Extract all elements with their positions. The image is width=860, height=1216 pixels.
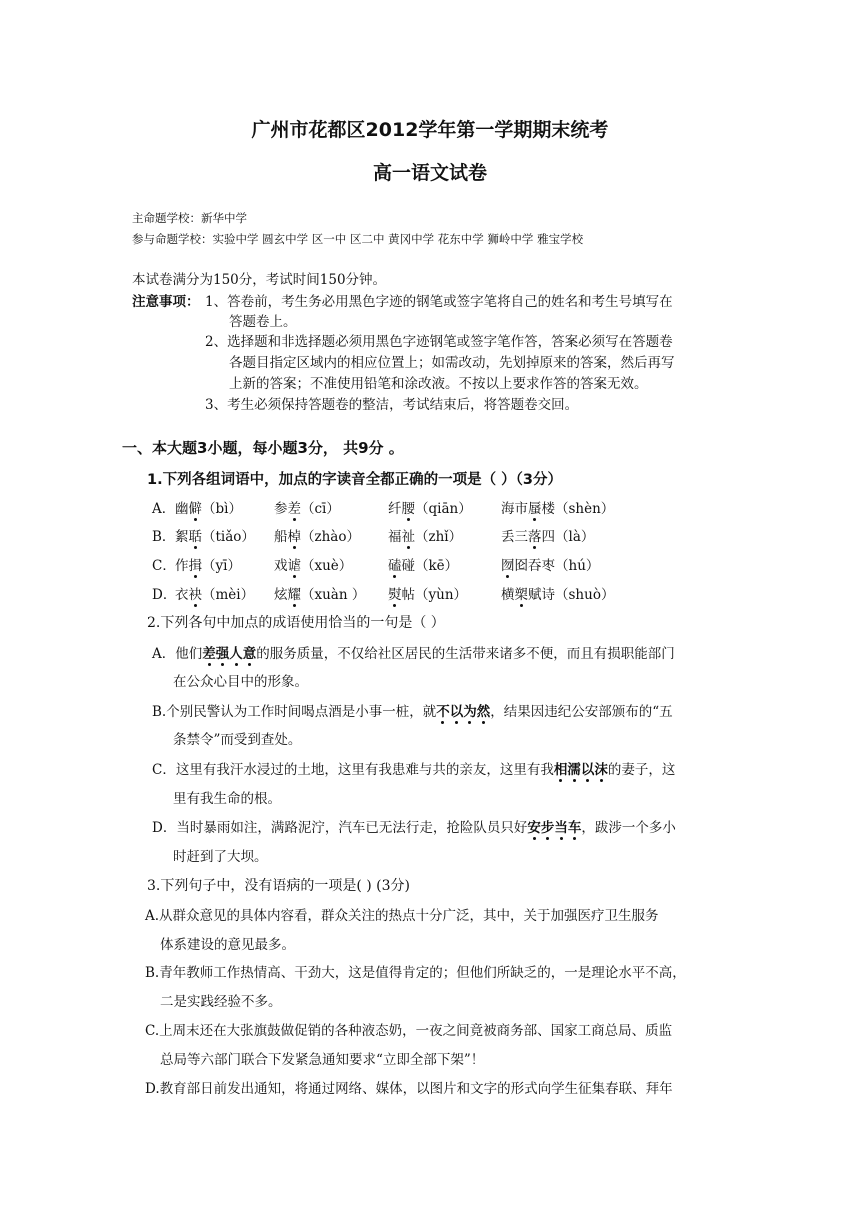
q1-option-label: A．: [152, 501, 176, 517]
q1-word-item: 作揖（yī）: [175, 554, 241, 574]
q3-option-a: A.从群众意见的具体内容看，群众关注的热点十分广泛，其中，关于加强医疗卫生服务: [145, 908, 659, 924]
q2-option-b: [152, 700, 673, 720]
q1-word-item: 衣袂（mèi）: [175, 583, 254, 603]
participating-schools: 参与命题学校：实验中学 圆玄中学 区一中 区二中 黄冈中学 花东中学 狮岭中学 雅宝学校: [132, 232, 584, 246]
q1-word-item: 横槊赋诗（shuò）: [501, 583, 614, 603]
notice-1b: 答题卷上。: [229, 314, 297, 330]
emphasis-dot-char: 然: [477, 700, 491, 720]
notice-1a: 1、答卷前，考生务必用黑色字迹的钢笔或签字笔将自己的姓名和考生号填写在: [205, 294, 673, 310]
q2-option-a-cont: 在公众心目中的形象。: [173, 674, 308, 690]
q1-word-item: 炫耀（xuàn ）: [274, 583, 365, 603]
emphasis-dot-char: 僻: [189, 497, 203, 517]
q1-word-item: 幽僻（bì）: [175, 497, 242, 517]
section-heading: 一、本大题3小题，每小题3分， 共9分 。: [122, 439, 404, 457]
emphasis-dot-char: 人: [229, 642, 243, 662]
q2-option-d-cont: 时赶到了大坝。: [173, 849, 268, 865]
emphasis-dot-char: 棹: [288, 525, 302, 545]
emphasis-dot-char: 槊: [515, 583, 529, 603]
q1-word-item: 磕碰（kē）: [388, 554, 458, 574]
q1-word-item: 海市蜃楼（shèn）: [501, 497, 614, 517]
q3-option-c: C.上周末还在大张旗鼓做促销的各种液态奶，一夜之间竟被商务部、国家工商总局、质监: [145, 1023, 673, 1039]
exam-subtitle: 高一语文试卷: [372, 162, 487, 184]
q1-word-item: 戏谑（xuè）: [274, 554, 352, 574]
emphasis-dot-char: 祉: [402, 525, 416, 545]
emphasis-dot-char: 沫: [594, 758, 608, 778]
q3-option-d: D.教育部日前发出通知，将通过网络、媒体，以图片和文字的形式向学生征集春联、拜年: [145, 1081, 673, 1097]
emphasis-dot-char: 囫: [501, 554, 515, 574]
score-time: 本试卷满分为150分，考试时间150分钟。: [132, 272, 387, 288]
q2-d-idiom: [527, 820, 581, 836]
emphasis-dot-char: 不: [436, 700, 450, 720]
q3-option-a-cont: 体系建设的意见最多。: [160, 937, 295, 953]
q2-option-d: [152, 816, 676, 836]
q3-option-c-cont: 总局等六部门联合下发紧急通知要求“立即全部下架”！: [160, 1052, 485, 1068]
emphasis-dot-char: 揖: [189, 554, 203, 574]
emphasis-dot-char: 当: [554, 816, 568, 836]
main-school: 主命题学校：新华中学: [132, 211, 247, 225]
emphasis-dot-char: 车: [568, 816, 582, 836]
q1-word-item: 絮聒（tiǎo）: [175, 525, 255, 545]
notice-2c: 上新的答案；不准使用铅笔和涂改液。不按以上要求作答的答案无效。: [229, 376, 648, 392]
q2-option-a: [152, 642, 675, 662]
q2-a-idiom: [202, 646, 256, 662]
q2-stem: 2.下列各句中加点的成语使用恰当的一句是（ ）: [147, 615, 445, 631]
q3-stem: 3.下列句子中，没有语病的一项是( ) (3分): [147, 878, 411, 894]
emphasis-dot-char: 差: [202, 642, 216, 662]
q2-d-post: ，跋涉一个多小: [581, 820, 676, 836]
emphasis-dot-char: 意: [243, 642, 257, 662]
emphasis-dot-char: 以: [450, 700, 464, 720]
q2-b-idiom: [436, 704, 490, 720]
emphasis-dot-char: 相: [554, 758, 568, 778]
notice-3: 3、考生必须保持答题卷的整洁，考试结束后，将答题卷交回。: [205, 397, 579, 413]
q1-option-label: C．: [152, 558, 176, 574]
q1-word-item: 船棹（zhào）: [274, 525, 360, 545]
q2-option-c: [152, 758, 675, 778]
emphasis-dot-char: 步: [541, 816, 555, 836]
q1-word-item: 参差（cī）: [274, 497, 340, 517]
q2-c-idiom: [554, 762, 608, 778]
emphasis-dot-char: 差: [288, 497, 302, 517]
q2-b-pre: B.个别民警认为工作时间喝点酒是小事一桩，就: [152, 704, 437, 720]
notice-2b: 各题目指定区域内的相应位置上；如需改动，先划掉原来的答案，然后再写: [229, 355, 675, 371]
q1-word-item: 丢三落四（là）: [501, 525, 594, 545]
q3-option-b: B.青年教师工作热情高、干劲大，这是值得肯定的；但他们所缺乏的，一是理论水平不高，: [145, 965, 686, 981]
q1-word-item: 纤腰（qiān）: [388, 497, 472, 517]
notice-2a: 2、选择题和非选择题必须用黑色字迹钢笔或签字笔作答，答案必须写在答题卷: [205, 334, 673, 350]
emphasis-dot-char: 谑: [288, 554, 302, 574]
emphasis-dot-char: 聒: [189, 525, 203, 545]
exam-title: 广州市花都区2012学年第一学期期末统考: [251, 119, 609, 141]
q1-word-item: 囫囵吞枣（hú）: [501, 554, 599, 574]
q1-stem: 1.下列各组词语中，加点的字读音全都正确的一项是（ ）（3分）: [147, 472, 562, 488]
q2-a-pre: A．他们: [152, 646, 203, 662]
q1-option-label: D．: [152, 587, 177, 603]
q2-d-pre: D．当时暴雨如注，满路泥泞，汽车已无法行走，抢险队员只好: [152, 820, 528, 836]
q1-word-item: 熨帖（yùn）: [388, 583, 467, 603]
emphasis-dot-char: 落: [528, 525, 542, 545]
q2-option-b-cont: 条禁令”而受到查处。: [173, 732, 302, 748]
emphasis-dot-char: 安: [527, 816, 541, 836]
q2-b-post: ，结果因违纪公安部颁布的“五: [490, 704, 673, 720]
q2-option-c-cont: 里有我生命的根。: [173, 791, 281, 807]
emphasis-dot-char: 强: [216, 642, 230, 662]
q1-word-item: 福祉（zhǐ）: [388, 525, 462, 545]
emphasis-dot-char: 磕: [388, 554, 402, 574]
q2-c-pre: C．这里有我汗水浸过的土地，这里有我患难与共的亲友，这里有我: [152, 762, 554, 778]
notice-label: 注意事项：: [132, 294, 200, 310]
emphasis-dot-char: 熨: [388, 583, 402, 603]
emphasis-dot-char: 以: [581, 758, 595, 778]
emphasis-dot-char: 腰: [402, 497, 416, 517]
emphasis-dot-char: 耀: [288, 583, 302, 603]
q1-option-label: B．: [152, 529, 176, 545]
q2-c-post: 的妻子，这: [607, 762, 676, 778]
emphasis-dot-char: 濡: [567, 758, 581, 778]
emphasis-dot-char: 为: [463, 700, 477, 720]
emphasis-dot-char: 袂: [189, 583, 203, 603]
q2-a-post: 的服务质量，不仅给社区居民的生活带来诸多不便，而且有损职能部门: [256, 646, 675, 662]
emphasis-dot-char: 蜃: [528, 497, 542, 517]
q3-option-b-cont: 二是实践经验不多。: [160, 994, 282, 1010]
